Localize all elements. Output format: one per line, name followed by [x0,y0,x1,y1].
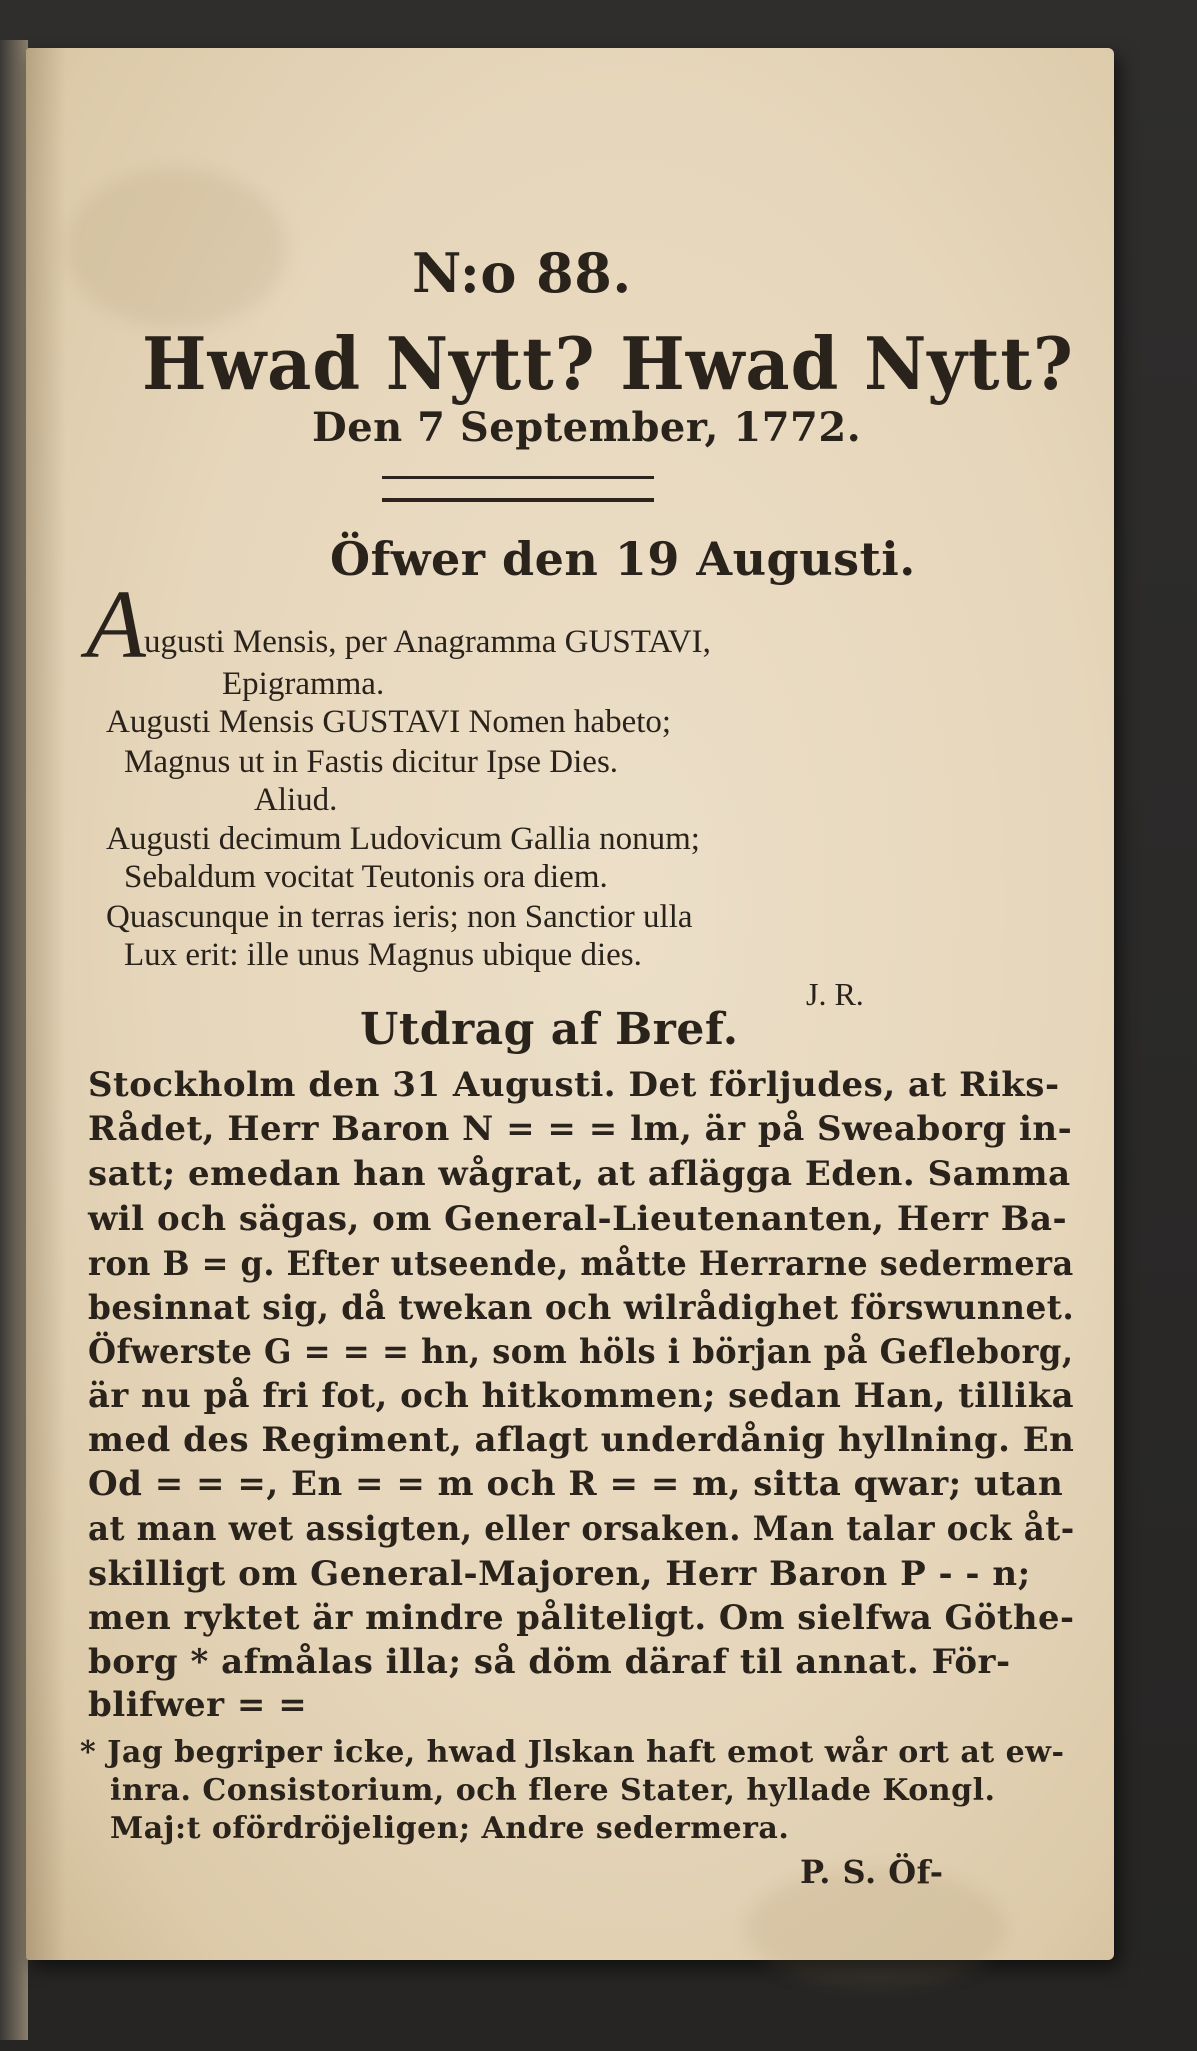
letter-line: wil och sägas, om General-Lieutenanten, Herr Ba- [88,1199,1068,1239]
letter-line: men ryktet är mindre påliteligt. Om sielfwa Göthe- [88,1598,1075,1638]
footnote-line: * Jag begriper icke, hwad Jlskan haft emot wår ort at ew- [80,1735,1065,1770]
section-title: Öfwer den 19 Augusti. [330,532,916,586]
verse-line: Epigramma. [222,666,385,702]
letter-line: Rådet, Herr Baron N = = = lm, är på Sweaborg in- [88,1109,1073,1149]
verse-line: Augusti Mensis GUSTAVI Nomen habeto; [106,704,672,740]
divider-rule [382,476,654,479]
letter-line: satt; emedan han wågrat, at aflägga Eden. Samma [88,1154,1071,1194]
letter-line: är nu på fri fot, och hitkommen; sedan Han, tillika [88,1376,1075,1416]
letter-title: Utdrag af Bref. [360,1004,739,1055]
masthead-title: Hwad Nytt? Hwad Nytt? [142,321,1074,406]
letter-line: besinnat sig, då twekan och wilrådighet förswunnet. [88,1288,1075,1328]
issue-number: N:o 88. [412,241,632,305]
letter-line: blifwer = = [88,1685,308,1725]
letter-line: ron B = g. Efter utseende, måtte Herrarne sedermera [88,1244,1074,1284]
letter-line: borg * afmålas illa; så döm däraf til annat. För- [88,1642,1011,1682]
paper-stain [66,168,286,328]
verse-line: Aliud. [254,782,338,818]
verse-line: Sebaldum vocitat Teutonis ora diem. [124,859,608,895]
letter-line: Öfwerste G = = = hn, som höls i början på Gefleborg, [88,1332,1074,1372]
verse-line: Quascunque in terras ieris; non Sanctior ulla [106,899,693,935]
letter-line: med des Regiment, aflagt underdånig hyllning. En [88,1420,1075,1460]
verse-signature: J. R. [806,976,864,1012]
issue-date: Den 7 September, 1772. [312,404,862,451]
footnote-line: inra. Consistorium, och flere Stater, hyllade Kongl. [110,1773,996,1808]
drop-cap: A [86,571,146,679]
verse-line: ugusti Mensis, per Anagramma GUSTAVI, [144,624,711,660]
verse-line: Augusti decimum Ludovicum Gallia nonum; [106,821,700,857]
letter-line: Stockholm den 31 Augusti. Det förljudes, at Riks- [88,1065,1060,1105]
letter-line: at man wet assigten, eller orsaken. Man talar ock åt- [88,1509,1075,1549]
verse-line: Magnus ut in Fastis dicitur Ipse Dies. [124,744,619,780]
verse-line: Lux erit: ille unus Magnus ubique dies. [124,937,642,973]
divider-rule [382,498,654,502]
footnote-line: Maj:t ofördröjeligen; Andre sedermera. [110,1811,790,1846]
catchword: P. S. Öf- [800,1853,944,1891]
document-page [26,48,1114,1960]
letter-line: skilligt om General-Majoren, Herr Baron P - - n; [88,1554,1031,1594]
letter-line: Od = = =, En = = m och R = = m, sitta qwar; utan [88,1464,1064,1504]
binding-edge [0,40,28,2040]
